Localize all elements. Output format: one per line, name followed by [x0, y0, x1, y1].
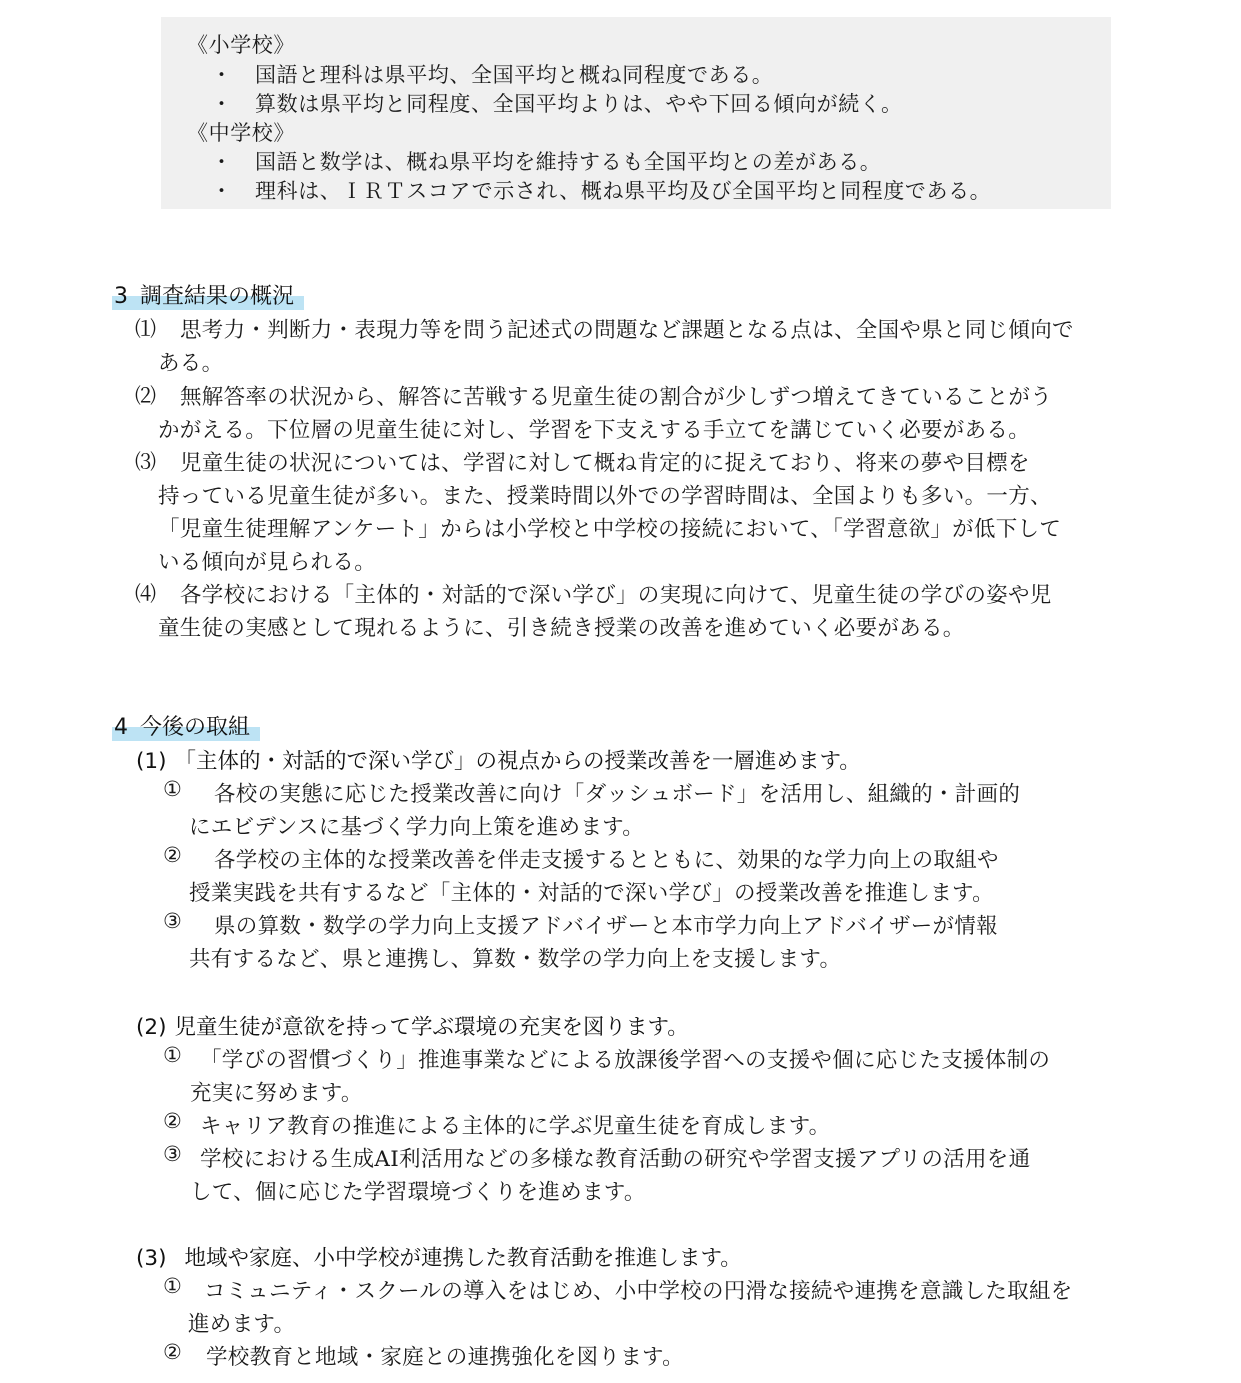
paragraph-line: にエビデンスに基づく学力向上策を進めます。: [189, 815, 645, 840]
circled-number: ②: [163, 1109, 183, 1133]
section-4-heading: [112, 710, 260, 741]
elementary-item-1: 国語と理科は県平均、全国平均と概ね同程度である。: [255, 63, 774, 87]
section-number: 4: [114, 715, 128, 740]
paragraph-line: 学校教育と地域・家庭との連携強化を図ります。: [206, 1345, 684, 1370]
middle-item-1: 国語と数学は、概ね県平均を維持するも全国平均との差がある。: [255, 150, 882, 174]
section-number: 3: [114, 284, 128, 309]
paragraph-line: 進めます。: [188, 1312, 296, 1337]
elementary-header: 《小学校》: [187, 33, 295, 57]
group-1-heading: [136, 744, 861, 775]
bullet: ・: [211, 179, 233, 203]
group-number: (1): [136, 749, 167, 774]
paragraph-line: 各学校の主体的な授業改善を伴走支援するとともに、効果的な学力向上の取組や: [214, 848, 999, 873]
group-title: 地域や家庭、小中学校が連携した教育活動を推進します。: [184, 1246, 742, 1271]
paragraph-line: 授業実践を共有するなど「主体的・対話的で深い学び」の授業改善を推進します。: [189, 881, 994, 906]
middle-item-2: 理科は、ＩＲＴスコアで示され、概ね県平均及び全国平均と同程度である。: [255, 179, 992, 203]
section-title: 今後の取組: [140, 715, 251, 740]
item-number: ⑷: [135, 582, 157, 606]
paragraph-line: 「児童生徒理解アンケート」からは小学校と中学校の接続において、「学習意欲」が低下して: [158, 517, 1062, 542]
paragraph-line: して、個に応じた学習環境づくりを進めます。: [190, 1180, 646, 1205]
paragraph-line: 「学びの習慣づくり」推進事業などによる放課後学習への支援や個に応じた支援体制の: [200, 1048, 1051, 1073]
elementary-item-2: 算数は県平均と同程度、全国平均よりは、やや下回る傾向が続く。: [255, 92, 903, 116]
paragraph-line: 持っている児童生徒が多い。また、授業時間以外での学習時間は、全国よりも多い。一方、: [158, 484, 1052, 509]
circled-number: ②: [163, 1340, 183, 1364]
paragraph-line: キャリア教育の推進による主体的に学ぶ児童生徒を育成します。: [200, 1114, 831, 1139]
item-number: ⑴: [135, 317, 157, 341]
paragraph-line: 共有するなど、県と連携し、算数・数学の学力向上を支援します。: [189, 947, 842, 972]
item-number: ⑵: [135, 384, 157, 408]
circled-number: ①: [163, 1274, 183, 1298]
section-3-heading: [112, 279, 304, 310]
group-2-heading: [136, 1010, 689, 1041]
group-number: (2): [136, 1015, 167, 1040]
paragraph-line: 無解答率の状況から、解答に苦戦する児童生徒の割合が少しずつ増えてきていることがう: [180, 385, 1053, 410]
paragraph-line: 児童生徒の状況については、学習に対して概ね肯定的に捉えており、将来の夢や目標を: [180, 451, 1030, 476]
paragraph-line: かがえる。下位層の児童生徒に対し、学習を下支えする手立てを講じていく必要がある。: [158, 418, 1031, 443]
paragraph-line: 思考力・判断力・表現力等を問う記述式の問題など課題となる点は、全国や県と同じ傾向で: [180, 318, 1074, 343]
circled-number: ①: [163, 777, 183, 801]
bullet: ・: [211, 150, 233, 174]
middle-header: 《中学校》: [187, 121, 295, 145]
group-title: 児童生徒が意欲を持って学ぶ環境の充実を図ります。: [174, 1015, 689, 1040]
circled-number: ③: [163, 909, 183, 933]
circled-number: ②: [163, 843, 183, 867]
group-3-heading: [136, 1241, 742, 1272]
bullet: ・: [211, 92, 233, 116]
paragraph-line: 県の算数・数学の学力向上支援アドバイザーと本市学力向上アドバイザーが情報: [214, 914, 998, 939]
group-title: 「主体的・対話的で深い学び」の視点からの授業改善を一層進めます。: [174, 749, 861, 774]
item-number: ⑶: [135, 450, 157, 474]
paragraph-line: 各学校における「主体的・対話的で深い学び」の実現に向けて、児童生徒の学びの姿や児: [180, 583, 1052, 608]
group-number: (3): [136, 1246, 167, 1271]
paragraph-line: 学校における生成AI利活用などの多様な教育活動の研究や学習支援アプリの活用を通: [200, 1147, 1031, 1172]
paragraph-line: いる傾向が見られる。: [158, 550, 377, 575]
paragraph-line: 充実に努めます。: [190, 1081, 363, 1106]
circled-number: ③: [163, 1142, 183, 1166]
summary-box: [161, 17, 1111, 209]
circled-number: ①: [163, 1043, 183, 1067]
paragraph-line: コミュニティ・スクールの導入をはじめ、小中学校の円滑な接続や連携を意識した取組を: [204, 1279, 1073, 1304]
paragraph-line: ある。: [158, 351, 224, 376]
section-title: 調査結果の概況: [140, 284, 295, 309]
paragraph-line: 各校の実態に応じた授業改善に向け「ダッシュボード」を活用し、組織的・計画的: [214, 782, 1021, 807]
paragraph-line: 童生徒の実感として現れるように、引き続き授業の改善を進めていく必要がある。: [158, 616, 965, 641]
bullet: ・: [211, 63, 233, 87]
